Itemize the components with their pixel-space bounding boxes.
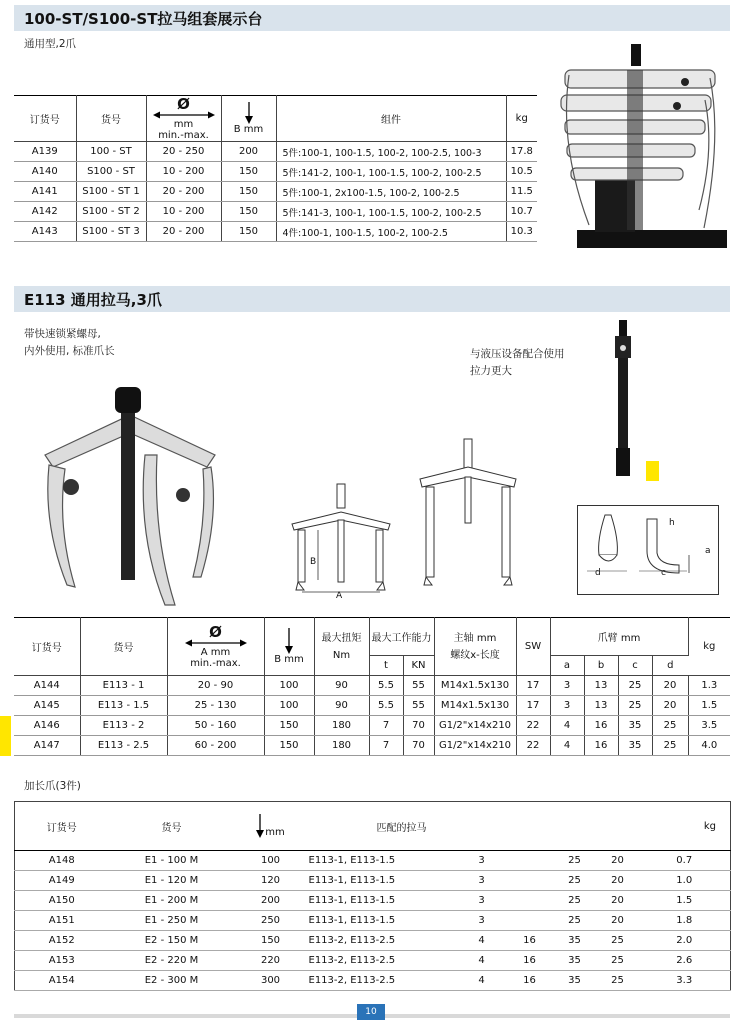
table-cell: 1.5 <box>639 891 731 911</box>
diameter-range-label: min.-max. <box>190 657 241 669</box>
table-cell <box>507 891 553 911</box>
table-cell: A147 <box>14 736 80 756</box>
length-unit: mm <box>265 827 285 838</box>
table-cell: 3.5 <box>688 716 730 736</box>
table-cell: 20 - 200 <box>146 222 221 242</box>
table-cell: 5件:141-3, 100-1, 100-1.5, 100-2, 100-2.5 <box>276 202 506 222</box>
table-cell: 22 <box>516 716 550 736</box>
table-cell: A154 <box>15 971 109 991</box>
table-cell: 13 <box>584 676 618 696</box>
table-cell: E113 - 1.5 <box>80 696 167 716</box>
table-cell: 11.5 <box>506 182 537 202</box>
diagram-label-a: A <box>336 591 343 600</box>
section-title: 100-ST/S100-ST拉马组套展示台 <box>24 10 263 28</box>
table-cell: 20 <box>597 891 639 911</box>
table-cell: 150 <box>221 162 276 182</box>
diagram-label-c: c <box>661 568 666 578</box>
thread-label: 螺纹x-长度 <box>450 649 500 661</box>
table-cell: 5件:100-1, 2x100-1.5, 100-2, 100-2.5 <box>276 182 506 202</box>
col-cap-t: t <box>369 656 403 676</box>
table-cell: S100 - ST <box>76 162 146 182</box>
table-cell: 90 <box>314 676 369 696</box>
table-row <box>14 182 537 202</box>
table-cell: 16 <box>507 971 553 991</box>
table-cell: 3 <box>550 676 584 696</box>
table-cell: A148 <box>15 851 109 871</box>
table-cell: 4件:100-1, 100-1.5, 100-2, 100-2.5 <box>276 222 506 242</box>
table-cell: 120 <box>235 871 307 891</box>
table-cell: 25 <box>553 911 597 931</box>
b-label: B mm <box>274 654 304 665</box>
table-cell: 250 <box>235 911 307 931</box>
table-row <box>15 891 731 911</box>
table-cell: A150 <box>15 891 109 911</box>
table-cell: 3 <box>457 891 507 911</box>
col-item-no: 货号 <box>76 96 146 142</box>
table-cell: 150 <box>221 202 276 222</box>
table-cell: 3.3 <box>639 971 731 991</box>
table-cell: 3 <box>550 696 584 716</box>
table-cell: 25 <box>553 851 597 871</box>
diameter-unit: A mm <box>200 646 231 658</box>
table-cell: 25 <box>553 871 597 891</box>
col-matching: 匹配的拉马 <box>307 802 639 851</box>
table-cell <box>507 851 553 871</box>
table-cell: 16 <box>507 931 553 951</box>
col-kg: kg <box>506 96 537 142</box>
diameter-range-label: min.-max. <box>158 129 209 141</box>
double-arrow-icon <box>185 639 247 647</box>
table-row <box>14 202 537 222</box>
table-cell: 180 <box>314 716 369 736</box>
table-cell: 180 <box>314 736 369 756</box>
puller-diagram-large <box>418 437 518 589</box>
table-cell: E113-1, E113-1.5 <box>307 851 457 871</box>
table-cell: 150 <box>264 736 314 756</box>
table-cell: E113-2, E113-2.5 <box>307 951 457 971</box>
table-cell: 20 <box>652 676 688 696</box>
jaw-detail-diagram <box>577 505 719 595</box>
table-row <box>14 222 537 242</box>
table-cell: 25 <box>652 716 688 736</box>
col-b <box>221 96 276 142</box>
col-order-no: 订货号 <box>15 802 109 851</box>
table-cell: 35 <box>618 716 652 736</box>
table-cell: 70 <box>403 716 434 736</box>
table-cell: M14x1.5x130 <box>434 676 516 696</box>
table-cell: A151 <box>15 911 109 931</box>
table-cell: 4 <box>457 971 507 991</box>
table-cell: 1.3 <box>688 676 730 696</box>
section-header-bar <box>14 5 730 31</box>
table-cell: 2.6 <box>639 951 731 971</box>
col-order-no: 订货号 <box>14 96 76 142</box>
table-cell: A144 <box>14 676 80 696</box>
table-cell: 150 <box>235 931 307 951</box>
table-cell: 220 <box>235 951 307 971</box>
table-cell: 10 - 200 <box>146 162 221 182</box>
table-cell: 150 <box>221 182 276 202</box>
table-row <box>15 911 731 931</box>
col-diameter <box>167 618 264 676</box>
table-cell: 25 <box>618 676 652 696</box>
table-cell: E1 - 250 M <box>109 911 235 931</box>
table-cell: 100 <box>235 851 307 871</box>
diagram-label-a-small: a <box>705 546 711 556</box>
hydraulic-note-line: 拉力更大 <box>470 365 512 377</box>
col-arm: 爪臂 mm <box>550 618 688 656</box>
table-cell: 25 <box>553 891 597 911</box>
table-cell: 50 - 160 <box>167 716 264 736</box>
table-cell: A141 <box>14 182 76 202</box>
col-arm-a: a <box>550 656 584 676</box>
table-cell: E1 - 120 M <box>109 871 235 891</box>
col-kg: kg <box>639 802 731 851</box>
table-cell: G1/2"x14x210 <box>434 716 516 736</box>
table-cell: 4 <box>550 716 584 736</box>
table-cell: 25 <box>618 696 652 716</box>
table-cell: 10.5 <box>506 162 537 182</box>
table-cell: 4 <box>550 736 584 756</box>
table-cell: E113-1, E113-1.5 <box>307 871 457 891</box>
table-cell: E113-1, E113-1.5 <box>307 891 457 911</box>
table-cell: 16 <box>584 716 618 736</box>
table-header-row <box>15 802 731 851</box>
feature-note <box>24 326 115 360</box>
col-arm-d: d <box>652 656 688 676</box>
down-arrow-icon <box>284 628 294 654</box>
e113-puller-table <box>14 617 730 756</box>
table-cell: 150 <box>264 716 314 736</box>
table-cell: S100 - ST 2 <box>76 202 146 222</box>
table-cell: 1.0 <box>639 871 731 891</box>
table-row <box>15 971 731 991</box>
table-cell: 300 <box>235 971 307 991</box>
table-cell: 55 <box>403 676 434 696</box>
table-cell: E1 - 200 M <box>109 891 235 911</box>
table-row <box>14 162 537 182</box>
table-cell: 70 <box>403 736 434 756</box>
hydraulic-note-line: 与液压设备配合使用 <box>470 348 565 360</box>
table-cell: 60 - 200 <box>167 736 264 756</box>
torque-unit: Nm <box>332 649 351 661</box>
table-cell: 1.8 <box>639 911 731 931</box>
table-cell: 10 - 200 <box>146 202 221 222</box>
col-diameter <box>146 96 221 142</box>
highlight-marker <box>646 461 659 481</box>
table-cell: M14x1.5x130 <box>434 696 516 716</box>
table-cell: 25 - 130 <box>167 696 264 716</box>
hydraulic-spindle-image <box>610 318 636 488</box>
table-row <box>15 871 731 891</box>
col-spindle <box>434 618 516 676</box>
section-title: E113 通用拉马,3爪 <box>24 291 162 309</box>
diameter-unit: mm <box>173 118 194 130</box>
table-cell: 100 <box>264 676 314 696</box>
table-cell: 25 <box>597 971 639 991</box>
table-cell: A152 <box>15 931 109 951</box>
table-cell: 17 <box>516 676 550 696</box>
down-arrow-icon <box>244 102 254 124</box>
table-header-row <box>14 96 537 142</box>
table-cell: 20 - 200 <box>146 182 221 202</box>
table-cell: 7 <box>369 716 403 736</box>
table-cell: E113 - 2 <box>80 716 167 736</box>
table-cell: 4.0 <box>688 736 730 756</box>
spindle-label: 主轴 mm <box>453 632 497 644</box>
table-cell: 20 <box>597 851 639 871</box>
b-label: B mm <box>233 124 264 135</box>
section-subtitle: 加长爪(3件) <box>24 780 81 792</box>
section-subtitle: 通用型,2爪 <box>24 38 77 50</box>
table-cell: 3 <box>457 911 507 931</box>
table-cell: 90 <box>314 696 369 716</box>
table-cell: 17 <box>516 696 550 716</box>
table-cell: S100 - ST 3 <box>76 222 146 242</box>
table-cell: E2 - 300 M <box>109 971 235 991</box>
table-cell: 3 <box>457 871 507 891</box>
table-cell: 5.5 <box>369 696 403 716</box>
table-cell: E113-2, E113-2.5 <box>307 931 457 951</box>
table-row <box>14 696 730 716</box>
col-length <box>235 802 307 851</box>
table-cell: 35 <box>553 931 597 951</box>
col-parts: 组件 <box>276 96 506 142</box>
table-cell: 25 <box>652 736 688 756</box>
table-cell: 10.3 <box>506 222 537 242</box>
table-cell: 200 <box>221 142 276 162</box>
table-cell: A146 <box>14 716 80 736</box>
table-cell: 20 <box>597 911 639 931</box>
table-cell: 200 <box>235 891 307 911</box>
table-cell <box>507 871 553 891</box>
diameter-symbol: Ø <box>177 95 190 113</box>
puller-set-table <box>14 95 537 242</box>
table-cell: A140 <box>14 162 76 182</box>
col-torque <box>314 618 369 676</box>
table-cell: E113 - 2.5 <box>80 736 167 756</box>
table-header-row <box>14 618 730 656</box>
col-kg: kg <box>688 618 730 676</box>
table-cell: 3 <box>457 851 507 871</box>
table-row <box>14 142 537 162</box>
col-item-no: 货号 <box>109 802 235 851</box>
table-cell: E113 - 1 <box>80 676 167 696</box>
table-cell: A143 <box>14 222 76 242</box>
table-cell: 35 <box>553 971 597 991</box>
extension-jaw-table <box>14 801 731 991</box>
feature-note-line: 内外使用, 标准爪长 <box>24 345 115 357</box>
table-cell: 20 - 250 <box>146 142 221 162</box>
table-cell <box>507 911 553 931</box>
table-cell: 10.7 <box>506 202 537 222</box>
table-cell: 5.5 <box>369 676 403 696</box>
table-row <box>15 931 731 951</box>
table-row <box>14 716 730 736</box>
table-cell: 25 <box>597 951 639 971</box>
diagram-label-d: d <box>595 568 601 578</box>
table-cell: A149 <box>15 871 109 891</box>
diagram-label-h: h <box>669 518 675 528</box>
table-cell: A153 <box>15 951 109 971</box>
table-cell: 13 <box>584 696 618 716</box>
col-b <box>264 618 314 676</box>
table-cell: 22 <box>516 736 550 756</box>
table-cell: 17.8 <box>506 142 537 162</box>
table-cell: 20 <box>652 696 688 716</box>
table-cell: E113-2, E113-2.5 <box>307 971 457 991</box>
table-cell: 4 <box>457 951 507 971</box>
table-cell: S100 - ST 1 <box>76 182 146 202</box>
table-cell: G1/2"x14x210 <box>434 736 516 756</box>
col-arm-c: c <box>618 656 652 676</box>
table-cell: 16 <box>507 951 553 971</box>
table-cell: 100 - ST <box>76 142 146 162</box>
down-arrow-icon <box>256 814 264 838</box>
table-cell: 16 <box>584 736 618 756</box>
table-cell: 1.5 <box>688 696 730 716</box>
col-sw: SW <box>516 618 550 676</box>
col-item-no: 货号 <box>80 618 167 676</box>
table-cell: 20 - 90 <box>167 676 264 696</box>
table-cell: 5件:141-2, 100-1, 100-1.5, 100-2, 100-2.5 <box>276 162 506 182</box>
double-arrow-icon <box>153 111 215 119</box>
puller-set-stand-image <box>555 40 735 255</box>
table-cell: E2 - 220 M <box>109 951 235 971</box>
table-cell: 0.7 <box>639 851 731 871</box>
torque-label: 最大扭矩 <box>321 632 362 644</box>
three-jaw-puller-image <box>35 385 225 610</box>
highlight-marker <box>0 716 11 756</box>
table-cell: E113-1, E113-1.5 <box>307 911 457 931</box>
table-cell: E2 - 150 M <box>109 931 235 951</box>
table-row <box>14 736 730 756</box>
table-cell: A142 <box>14 202 76 222</box>
col-order-no: 订货号 <box>14 618 80 676</box>
col-cap-kn: KN <box>403 656 434 676</box>
table-cell: E1 - 100 M <box>109 851 235 871</box>
table-cell: 150 <box>221 222 276 242</box>
diagram-label-b: B <box>310 557 317 567</box>
table-cell: 4 <box>457 931 507 951</box>
table-cell: 35 <box>553 951 597 971</box>
puller-diagram-small <box>288 482 398 600</box>
table-cell: A145 <box>14 696 80 716</box>
table-cell: 55 <box>403 696 434 716</box>
feature-note-line: 带快速锁紧螺母, <box>24 328 101 340</box>
hydraulic-note <box>470 346 565 380</box>
table-cell: 5件:100-1, 100-1.5, 100-2, 100-2.5, 100-3 <box>276 142 506 162</box>
page-number: 10 <box>357 1004 385 1020</box>
table-cell: 100 <box>264 696 314 716</box>
table-row <box>14 676 730 696</box>
section-header-bar <box>14 286 730 312</box>
table-cell: 7 <box>369 736 403 756</box>
col-capacity: 最大工作能力 <box>369 618 434 656</box>
table-cell: 35 <box>618 736 652 756</box>
table-row <box>15 951 731 971</box>
col-arm-b: b <box>584 656 618 676</box>
table-cell: 25 <box>597 931 639 951</box>
table-cell: 20 <box>597 871 639 891</box>
table-row <box>15 851 731 871</box>
table-cell: A139 <box>14 142 76 162</box>
table-cell: 2.0 <box>639 931 731 951</box>
diameter-symbol: Ø <box>209 622 222 641</box>
